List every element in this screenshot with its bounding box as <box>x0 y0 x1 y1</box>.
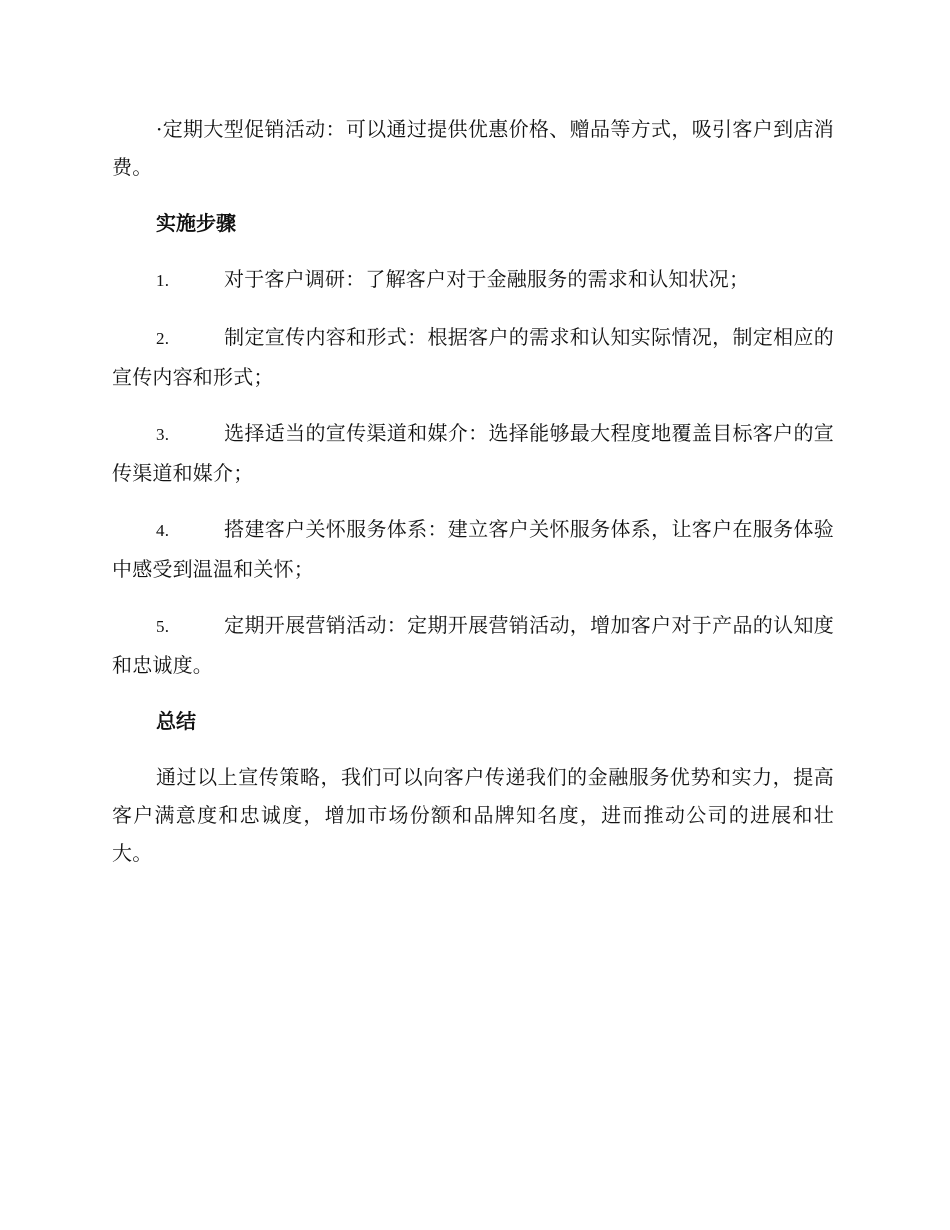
step-number: 5. <box>156 617 170 636</box>
step-item <box>112 260 834 300</box>
promotion-bullet: ·定期大型促销活动：可以通过提供优惠价格、赠品等方式，吸引客户到店消费。 <box>112 117 834 179</box>
step-text: 定期开展营销活动：定期开展营销活动，增加客户对于产品的认知度和忠诚度。 <box>112 613 834 677</box>
steps-list <box>112 260 834 684</box>
step-number: 2. <box>156 329 170 348</box>
step-item <box>112 510 834 588</box>
step-number: 4. <box>156 521 170 540</box>
step-text: 对于客户调研：了解客户对于金融服务的需求和认知状况； <box>224 267 750 291</box>
document-page <box>112 110 834 872</box>
steps-heading: 实施步骤 <box>156 211 236 235</box>
step-item <box>112 414 834 492</box>
step-text: 搭建客户关怀服务体系：建立客户关怀服务体系，让客户在服务体验中感受到温温和关怀； <box>112 517 834 581</box>
step-text: 选择适当的宣传渠道和媒介：选择能够最大程度地覆盖目标客户的宣传渠道和媒介； <box>112 421 834 485</box>
step-number: 1. <box>156 271 170 290</box>
step-item <box>112 606 834 684</box>
step-text: 制定宣传内容和形式：根据客户的需求和认知实际情况，制定相应的宣传内容和形式； <box>112 325 834 389</box>
step-item <box>112 318 834 396</box>
summary-heading: 总结 <box>156 709 196 733</box>
summary-paragraph: 通过以上宣传策略，我们可以向客户传递我们的金融服务优势和实力，提高客户满意度和忠诚度，增加市场份额和品牌知名度，进而推动公司的进展和壮大。 <box>112 765 834 865</box>
step-number: 3. <box>156 425 170 444</box>
